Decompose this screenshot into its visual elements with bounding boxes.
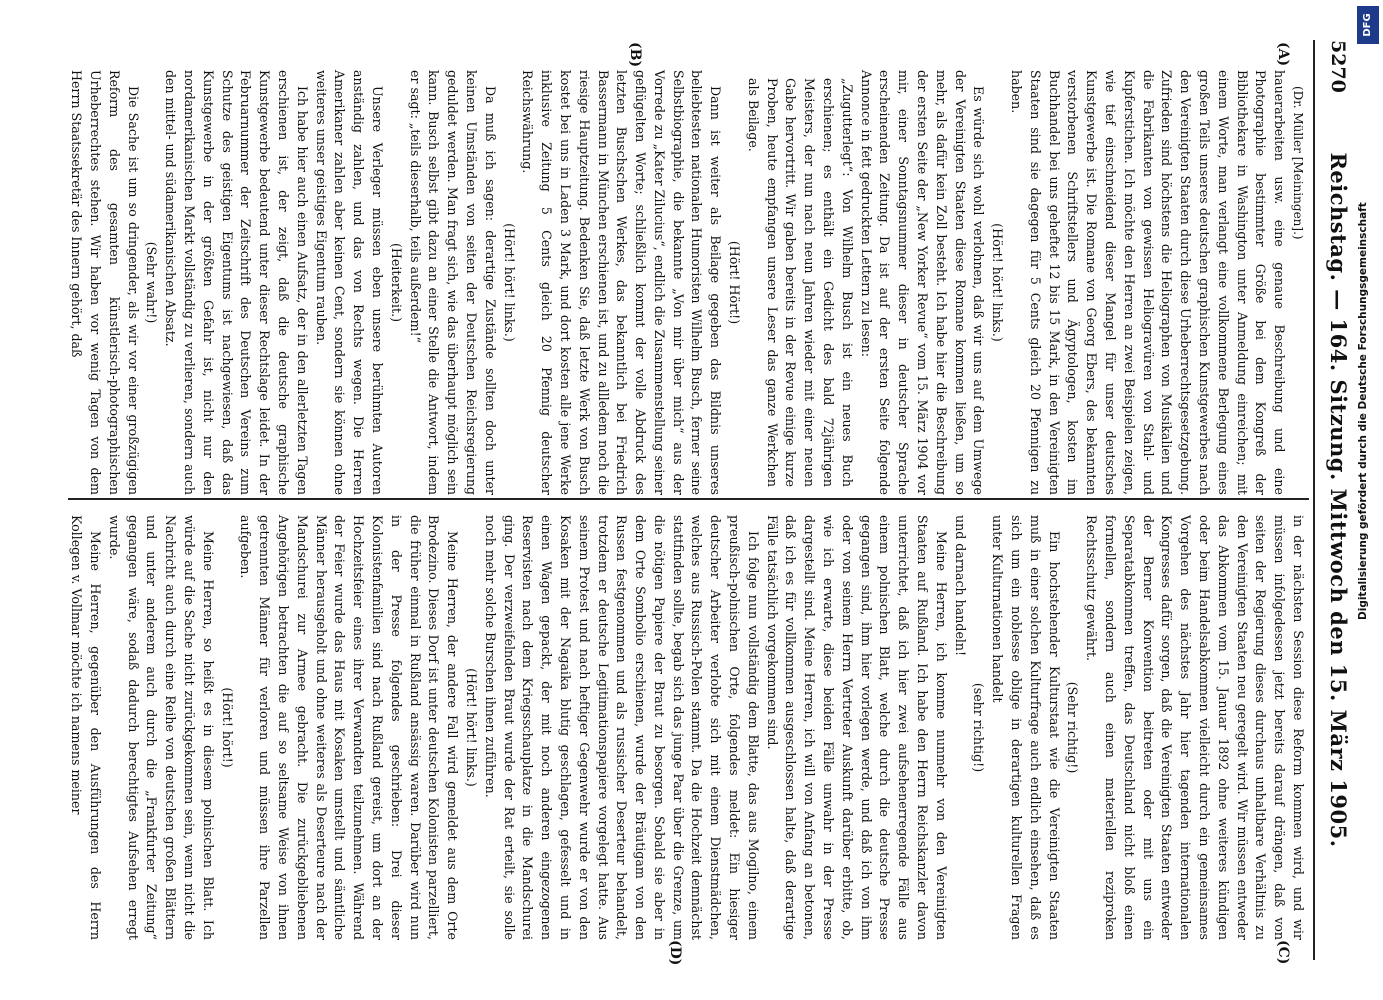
interjection: (Heiterkeit.): [388, 243, 404, 322]
page-header: [1319, 40, 1353, 960]
interjection: (Hört! hört!): [219, 687, 235, 768]
paragraph: Da muß ich sagen: derartige Zustände sollten doch unter keinen Umständen von seiten der Deutschen Reichsregierung geduldet werden. Man fragt sich, wie das überhaupt möglich sein kann. Busch selbst gibt dazu an einer Stelle die Antwort, indem er sagt: „teils dieserhalb, teils außerdem!“: [407, 70, 498, 495]
speaker-note: (Dr. Müller [Meiningen].): [1291, 86, 1305, 240]
margin-marker-d: (D): [667, 940, 683, 966]
margin-marker-a: (A): [1275, 42, 1291, 67]
digitization-note-text: Digitalisierung gefördert durch die Deutsche Forschungsgemeinschaft: [1357, 202, 1369, 620]
paragraph: Es würde sich wohl verlohnen, daß wir uns auf dem Umwege der Vereinigten Staaten diese Romane kommen ließen, um so mehr, als dafür kein Zoll besteht. Ich habe hier die Beschreibung der ersten Seite der „New Yorker Revue“ vom 15. März 1904 vor mir, einer Sonntagsnummer dieser in deutscher Sprache erscheinenden Zeitung. Da ist auf der ersten Seite folgende Annonce in fett gedruckten Lettern zu lesen:: [858, 70, 987, 495]
interjection: (Hört! hört! links.): [990, 223, 1006, 342]
paragraph: und darnach handeln!: [952, 515, 968, 657]
paragraph: Ich habe hier auch einen Aufsatz, der in den allerletzten Tagen erschienen ist, der zeigt, daß die deutsche graphische Kunstgewerbe bedeutend unter dieser Rechtslage leidet. In der Februarnummer der Zeitschrift des Deutschen Vereins zum Schutze des geistigen Eigentums ist nachgewiesen, daß das Kunstgewerbe in der größten Gefahr ist, nicht nur den nordamerikanischen Markt vollständig zu verlieren, sondern auch den mittel- und südamerikanischen Absatz.: [163, 70, 310, 495]
paragraph: Meine Herren, so heißt es in diesem polnischen Blatt. Ich würde auf die Sache nicht zurückgekommen sein, wenn nicht die Nachricht auch durch eine Reihe von deutschen großen Blättern und unter anderem auch durch die „Frankfurter Zeitung“ gegangen wäre, sodaß dadurch berechtigtes Aufsehen erregt wurde.: [106, 515, 216, 940]
paragraph: Meine Herren, gegenüber den Ausführungen des Herrn Kollegen v. Vollmar möchte ich namens meiner: [69, 515, 103, 940]
interjection: (Sehr wahr!): [144, 241, 160, 324]
right-column: [66, 515, 1307, 940]
interjection: (Hört! hört! links.): [501, 223, 517, 342]
paragraph: Unsere Verleger müssen eben unsere berühmten Autoren anständig zahlen, und das von Rechts wegen. Die Herren Amerikaner zahlen aber keinen Cent, sondern sie können ohne weiteres unser geistiges Eigentum rauben.: [313, 70, 385, 495]
header-rule: [1313, 40, 1315, 960]
paragraph: in der nächsten Session diese Reform kommen wird, und wir müssen infolgedessen jetzt bereits darauf drängen, daß von seiten der Regierung dieses durchaus unhaltbare Verhältnis zu den Vereinigten Staaten neu geregelt wird. Wir müssen entweder das Abkommen vom 15. Januar 1892 ohne weiteres kündigen oder beim Handelsabkommen vielleicht durch ein gemeinsames Vorgehen des nächstes Jahr hier tagenden internationalen Kongresses dafür sorgen, daß die Vereinigten Staaten entweder der Berner Konvention beitreten oder mit uns ein Separatabkommen treffen, das Deutschland nicht bloß einen formellen, sondern auch einen materiellen reziproken Rechtsschutz gewährt.: [1084, 515, 1306, 940]
interjection: (sehr richtig!): [971, 682, 987, 773]
interjection: (Hört! Hört!): [727, 240, 743, 325]
paragraph: Meine Herren, ich komme nunmehr von den Vereinigten Staaten auf Rußland. Ich habe den Herrn Reichskanzler davon unterrichtet, daß ich hier zwei aufsehenerregende Fälle aus einem polnischen Blatt, welche durch die deutsche Presse gegangen sind, ihm hier vorlegen werde, und daß ich von ihm oder von seinem Herrn Vertreter Auskunft darüber erbitte, ob, wie ich erwarte, diese beiden Fälle unwahr in der Presse dargestellt sind. Meine Herren, ich will von Anfang an betonen, daß ich es für vollkommen ausgeschlossen halte, daß derartige Fälle tatsächlich vorgekommen sind.: [764, 515, 949, 940]
page-number: 5270: [1327, 40, 1349, 93]
paragraph: Dann ist weiter als Beilage gegeben das Bildnis unseres beliebtesten nationalen Humoristen Wilhelm Busch, ferner seine Selbstbiographie, die bekannte „Von mir über mich“ aus der Vorrede zu „Kater Zilucius“, endlich die Zusammenstellung seiner geflügelten Worte; schließlich kommt der volle Abdruck des letzten Buschschen Werkes, das bekanntlich bei Friedrich Bassermann in München erschienen ist, und zu allledem noch die riesige Hauptzeitung. Bedenken Sie, daß letzte Werk von Busch kostet bei uns in Laden 3 Mark, und dort kosten alle jene Werke inklusive Zeitung 5 Cents gleich 20 Pfennig deutscher Reichswährung.: [520, 70, 724, 495]
column-divider: [68, 498, 1309, 500]
paragraph: Ein hochstehender Kulturstaat wie die Vereinigten Staaten muß in einer solchen Kulturfrage auch endlich einsehen, daß es sich um ein noblesse oblige in derartigen kulturellen Fragen unter Kulturnationen handelt: [990, 515, 1062, 940]
paragraph: Die Sache ist um so dringender, als wir vor einer großzügigen Reform des gesamten künstlerisch-photographischen Urheberrechtes stehen. Wir haben vor wenig Tagen von dem Herrn Staatssekretär des Innern gehört, daß: [69, 70, 141, 495]
left-column: [66, 70, 1307, 495]
quotation: „Zugutterlegt“: Von Wilhelm Busch ist ein neues Buch erschienen; es enthält ein Gedicht des bald 72jährigen Meisters, der nun nach neun Jahren wieder mit einer neuen Gabe hervortritt. Wir gaben bereits in der Revue einige kurze Proben, heute empfangen unsere Leser das ganze Werkchen als Beilage.: [745, 78, 855, 487]
margin-marker-c: (C): [1275, 940, 1291, 965]
paragraph: Meine Herren, der andere Fall wird gemeldet aus dem Orte Brodezino. Dieses Dorf ist unter deutschen Kolonisten parzelliert, die früher einmal in Rußland ansässig waren. Darüber wird nun in der Presse folgendes geschrieben: Drei dieser Kolonistenfamilien sind nach Rußland gereist, um dort an der Hochzeitsfeier eines ihrer Verwandten teilzunehmen. Während der Feier wurde das Haus mit Kosaken umstellt und sämtliche Männer herausgeholt und ohne weiteres als Deserteure nach der Mandschurei zur Armee gebracht. Die zurückgebliebenen Angehörigen betrachten die auf so seltsame Weise von ihnen getrennten Männer für verloren und müssen ihre Parzellen aufgeben.: [238, 515, 461, 940]
digitization-note: [1357, 10, 1377, 620]
paragraph: Ich folge nun vollständig dem Blatte, das aus Mogilno, einem preußisch-polnischen Orte, folgendes meldet: Ein hiesiger deutscher Arbeiter verlobte sich mit einem Dienstmädchen, welches aus Russisch-Polen stammt. Da die Hochzeit demnächst stattfinden sollte, begab sich das junge Paar über die Grenze, um die nötigen Papiere der Braut zu besorgen. Sobald sie aber in dem Orte Sombolio erschienen, wurde der Bräutigam von den Russen festgenommen und als russischer Deserteur behandelt, trotzdem er deutsche Legitimationspapiere vorgelegt hatte. Aus seinem Protest und nach heftiger Gegenwehr wurde er von den Kosaken mit der Nagaika blutig geschlagen, gefesselt und in einen Wagen gepackt, der mit noch anderen eingezogenen Reservisten nach dem Kriegsschauplatze in die Mandschurei ging. Der verzweifelnden Braut wurde der Rat erteilt, sie solle noch mehr solche Burschen ihnen zuführen.: [482, 515, 761, 940]
interjection: (Hört! hört! links.): [463, 668, 479, 787]
dfg-logo-text: DFG: [1362, 13, 1373, 37]
interjection: (Sehr richtig!): [1065, 681, 1081, 774]
margin-marker-b: (B): [627, 42, 643, 68]
paragraph: hauerarbeiten usw. eine genaue Beschreibung und eine Photographie bestimmter Größe bei dem Kongreß der Bibliothekare in Washington unter Anmeldung einreichen; mit einem Worte, man verlangt eine vollkommene Berlegung eines großen Teils unseres deutschen graphischen Kunstgewerbes nach den Vereinigten Staaten durch diese Urheberrechtsgesetzgebung. Zufrieden sind höchstens die Heliographen von Musikalien und die Fabrikanten von gewissen Heliogravüren von Stahl- und Kupferstichen. Ich möchte den Herren an zwei Beispielen zeigen, wie tief einschneidend dieser Mangel für unser deutsches Kunstgewerbe ist. Die Romane von Georg Ebers, des bekannten verstorbenen Schriftstellers und Ägyptologen, kosten im Buchhandel bei uns geheftet 12 bis 15 Mark, in den Vereinigten Staaten sind sie dagegen für 5 Cents gleich 20 Pfennigen zu haben.: [1009, 70, 1288, 495]
page-title: Reichstag. — 164. Sitzung. Mittwoch den 15. März 1905.: [1326, 152, 1351, 848]
